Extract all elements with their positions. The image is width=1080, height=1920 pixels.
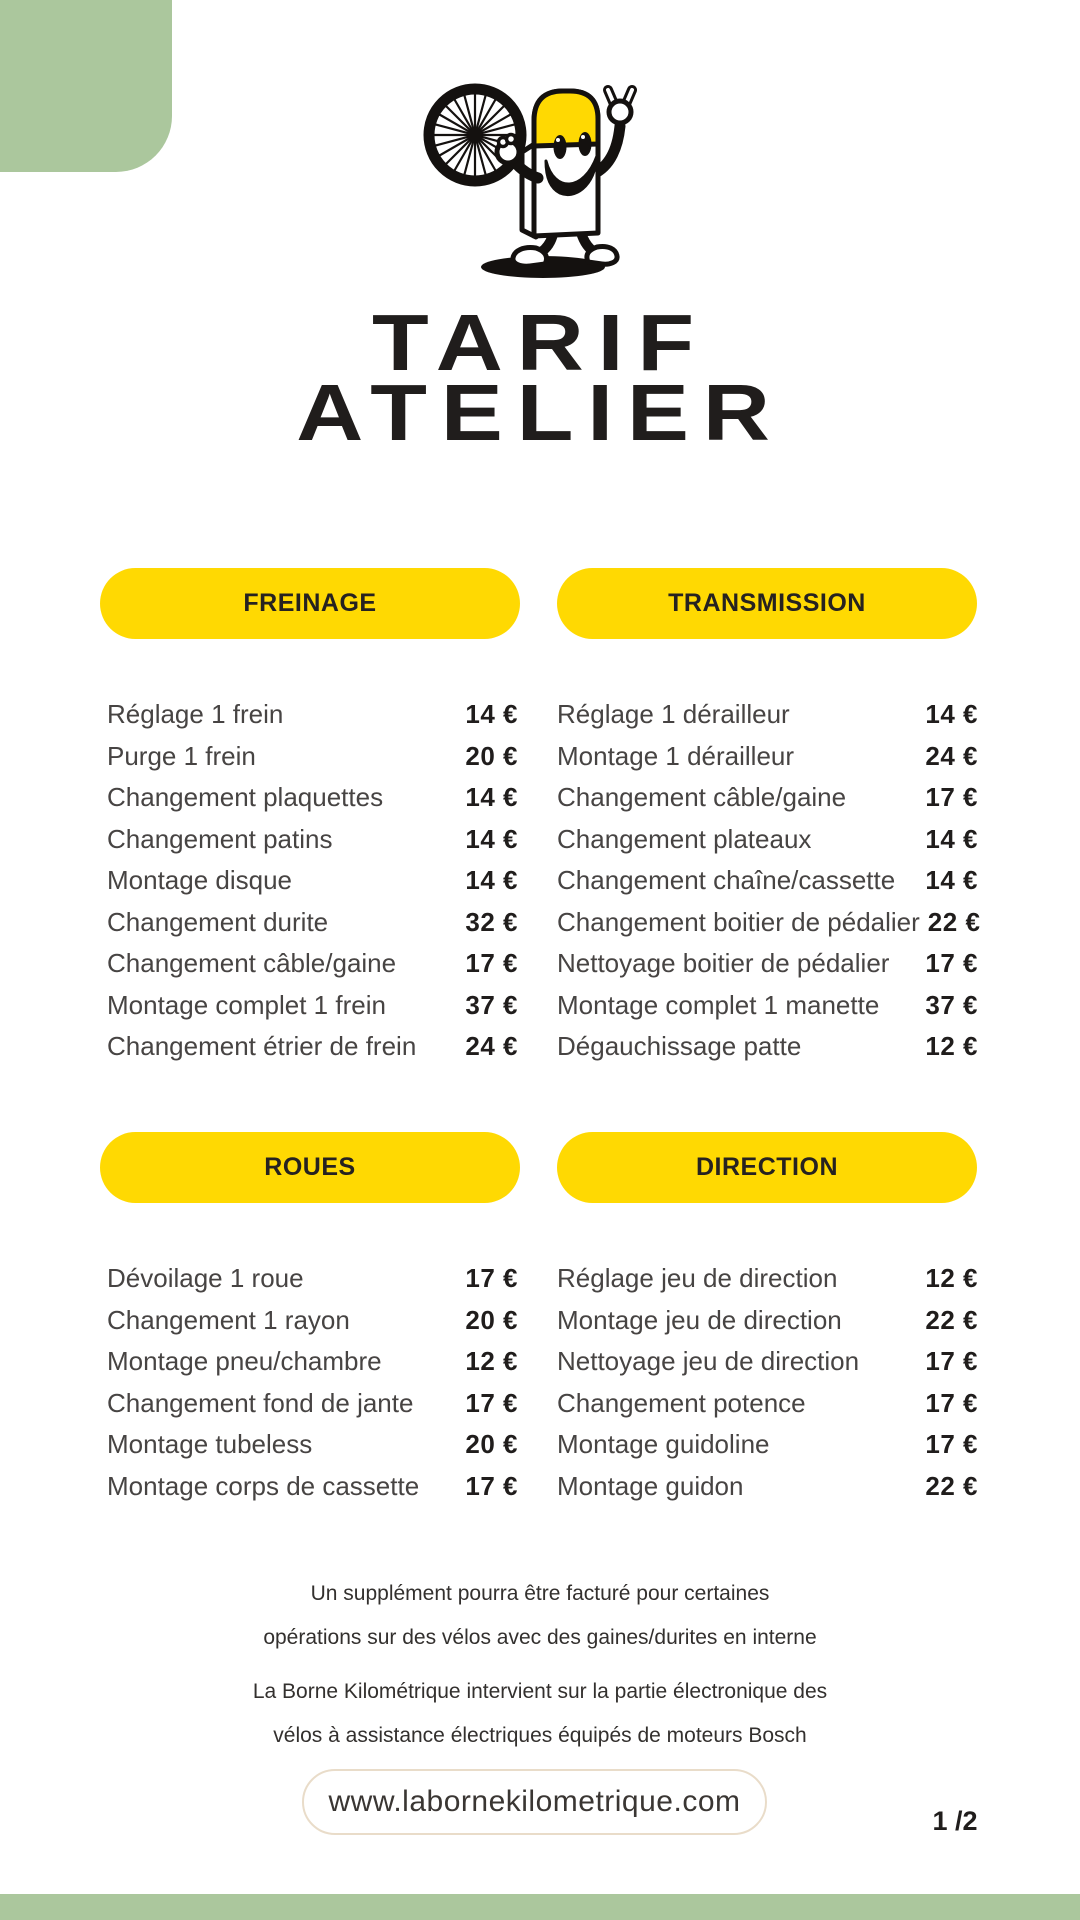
price-row <box>107 943 518 985</box>
section-header-label: TRANSMISSION <box>668 589 866 617</box>
service-price: 14 € <box>925 865 978 896</box>
service-price: 17 € <box>465 1263 518 1294</box>
service-price: 20 € <box>465 740 518 771</box>
price-row <box>557 1424 978 1466</box>
price-row <box>557 985 978 1027</box>
service-price: 37 € <box>465 989 518 1020</box>
service-label: Nettoyage boitier de pédalier <box>557 948 890 979</box>
price-list-roues <box>107 1258 518 1507</box>
service-price: 24 € <box>465 1031 518 1062</box>
service-label: Montage 1 dérailleur <box>557 740 795 771</box>
price-row <box>557 1300 978 1342</box>
price-row <box>557 902 981 944</box>
mascot-borne-kilometrique-icon <box>408 46 638 281</box>
note-line: Un supplément pourra être facturé pour certaines <box>310 1582 770 1605</box>
bottom-decoration-bar <box>0 1894 1080 1920</box>
service-label: Montage guidoline <box>557 1429 770 1460</box>
service-price: 12 € <box>925 1031 978 1062</box>
service-label: Changement potence <box>557 1387 806 1418</box>
service-price: 22 € <box>925 1470 978 1501</box>
price-row <box>107 736 518 778</box>
service-price: 32 € <box>465 906 518 937</box>
section-header-freinage <box>100 568 520 639</box>
service-price: 14 € <box>465 782 518 813</box>
service-label: Changement plaquettes <box>107 782 384 813</box>
website-url: www.labornekilometrique.com <box>328 1785 741 1818</box>
service-label: Changement étrier de frein <box>107 1031 417 1062</box>
service-label: Changement durite <box>107 906 329 937</box>
website-link[interactable] <box>302 1769 767 1835</box>
service-label: Montage tubeless <box>107 1429 313 1460</box>
service-price: 14 € <box>465 823 518 854</box>
price-row <box>557 1026 978 1068</box>
service-label: Changement câble/gaine <box>557 782 847 813</box>
section-header-roues <box>100 1132 520 1203</box>
service-label: Changement 1 rayon <box>107 1304 350 1335</box>
price-row <box>107 860 518 902</box>
service-price: 37 € <box>925 989 978 1020</box>
price-row <box>107 1300 518 1342</box>
section-header-transmission <box>557 568 977 639</box>
price-row <box>107 819 518 861</box>
service-label: Purge 1 frein <box>107 740 256 771</box>
service-label: Montage corps de cassette <box>107 1470 420 1501</box>
price-row <box>107 777 518 819</box>
service-price: 17 € <box>925 1429 978 1460</box>
service-price: 12 € <box>465 1346 518 1377</box>
section-header-label: ROUES <box>264 1153 356 1181</box>
price-row <box>107 1026 518 1068</box>
service-price: 24 € <box>925 740 978 771</box>
service-label: Changement fond de jante <box>107 1387 414 1418</box>
price-list-freinage <box>107 694 518 1068</box>
corner-decoration <box>0 0 172 172</box>
service-price: 14 € <box>465 865 518 896</box>
price-row <box>557 1466 978 1508</box>
price-row <box>107 1258 518 1300</box>
service-price: 17 € <box>925 948 978 979</box>
price-row <box>557 1383 978 1425</box>
price-row <box>557 1341 978 1383</box>
note-supplement <box>0 1572 1080 1660</box>
price-row <box>107 1383 518 1425</box>
service-label: Montage jeu de direction <box>557 1304 842 1335</box>
service-price: 17 € <box>925 1387 978 1418</box>
price-list-direction <box>557 1258 978 1507</box>
service-label: Montage pneu/chambre <box>107 1346 382 1377</box>
price-row <box>107 1341 518 1383</box>
service-price: 12 € <box>925 1263 978 1294</box>
note-line: vélos à assistance électriques équipés de moteurs Bosch <box>273 1724 807 1747</box>
service-price: 20 € <box>465 1304 518 1335</box>
service-price: 14 € <box>925 823 978 854</box>
service-label: Changement plateaux <box>557 823 812 854</box>
service-label: Montage complet 1 frein <box>107 989 386 1020</box>
service-label: Changement câble/gaine <box>107 948 397 979</box>
note-line: opérations sur des vélos avec des gaines/durites en interne <box>263 1626 817 1649</box>
note-line: La Borne Kilométrique intervient sur la partie électronique des <box>252 1680 828 1703</box>
section-header-label: DIRECTION <box>696 1153 838 1181</box>
page-title-line2: ATELIER <box>296 368 784 457</box>
note-electronique <box>0 1670 1080 1758</box>
section-header-direction <box>557 1132 977 1203</box>
service-label: Dégauchissage patte <box>557 1031 802 1062</box>
price-row <box>107 902 518 944</box>
service-price: 17 € <box>925 782 978 813</box>
service-price: 17 € <box>465 948 518 979</box>
service-label: Changement patins <box>107 823 333 854</box>
price-row <box>107 1466 518 1508</box>
service-price: 17 € <box>925 1346 978 1377</box>
service-label: Montage complet 1 manette <box>557 989 880 1020</box>
page-title <box>0 298 1080 457</box>
service-price: 17 € <box>465 1470 518 1501</box>
service-label: Changement chaîne/cassette <box>557 865 896 896</box>
service-price: 14 € <box>465 699 518 730</box>
price-row <box>557 819 978 861</box>
service-label: Montage guidon <box>557 1470 744 1501</box>
service-label: Changement boitier de pédalier <box>557 906 920 937</box>
price-list-transmission <box>557 694 981 1068</box>
service-price: 20 € <box>465 1429 518 1460</box>
service-label: Nettoyage jeu de direction <box>557 1346 860 1377</box>
price-row <box>557 777 978 819</box>
service-label: Réglage jeu de direction <box>557 1263 838 1294</box>
page-number: 1 /2 <box>932 1806 978 1836</box>
price-row <box>107 694 518 736</box>
price-row <box>557 943 978 985</box>
price-row <box>107 1424 518 1466</box>
price-row <box>557 736 978 778</box>
service-label: Réglage 1 dérailleur <box>557 699 790 730</box>
service-price: 14 € <box>925 699 978 730</box>
price-row <box>557 860 978 902</box>
service-label: Montage disque <box>107 865 293 896</box>
service-label: Dévoilage 1 roue <box>107 1263 304 1294</box>
service-price: 17 € <box>465 1387 518 1418</box>
section-header-label: FREINAGE <box>243 589 377 617</box>
service-price: 22 € <box>925 1304 978 1335</box>
page-title-line1: TARIF <box>372 298 708 387</box>
price-row <box>557 694 978 736</box>
price-row <box>107 985 518 1027</box>
service-price: 22 € <box>927 906 981 937</box>
service-label: Réglage 1 frein <box>107 699 284 730</box>
price-row <box>557 1258 978 1300</box>
